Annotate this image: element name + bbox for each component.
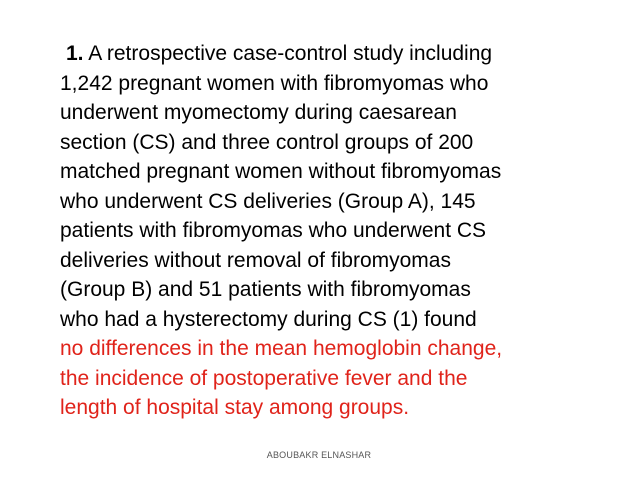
highlight-line-1: no differences in the mean hemoglobin change,: [60, 337, 503, 360]
highlight-line-2: the incidence of postoperative fever and the: [60, 366, 468, 390]
highlight-line-3: length of hospital stay among groups.: [60, 396, 410, 419]
text-line-4: section (CS) and three control groups of 200: [60, 130, 474, 154]
text-line-1: [60, 39, 620, 69]
text-line-9: (Group B) and 51 patients with fibromyomas: [60, 278, 471, 301]
slide-footer-author: ABOUBAKR ELNASHAR: [266, 450, 372, 460]
slide-body-text: [60, 39, 620, 423]
text-line-6: who underwent CS deliveries (Group A), 145: [60, 189, 476, 213]
text-line-3: underwent myomectomy during caesarean: [60, 101, 457, 124]
text-line-10: who had a hysterectomy during CS (1) found: [60, 307, 477, 331]
text-line-2: 1,242 pregnant women with fibromyomas who: [60, 71, 489, 95]
text-line-7: patients with fibromyomas who underwent CS: [60, 219, 487, 242]
text-line-5: matched pregnant women without fibromyomas: [60, 160, 502, 183]
text-line-1-content: A retrospective case-control study including: [88, 42, 493, 65]
text-line-8: deliveries without removal of fibromyomas: [60, 248, 451, 272]
item-number: 1.: [66, 42, 84, 65]
